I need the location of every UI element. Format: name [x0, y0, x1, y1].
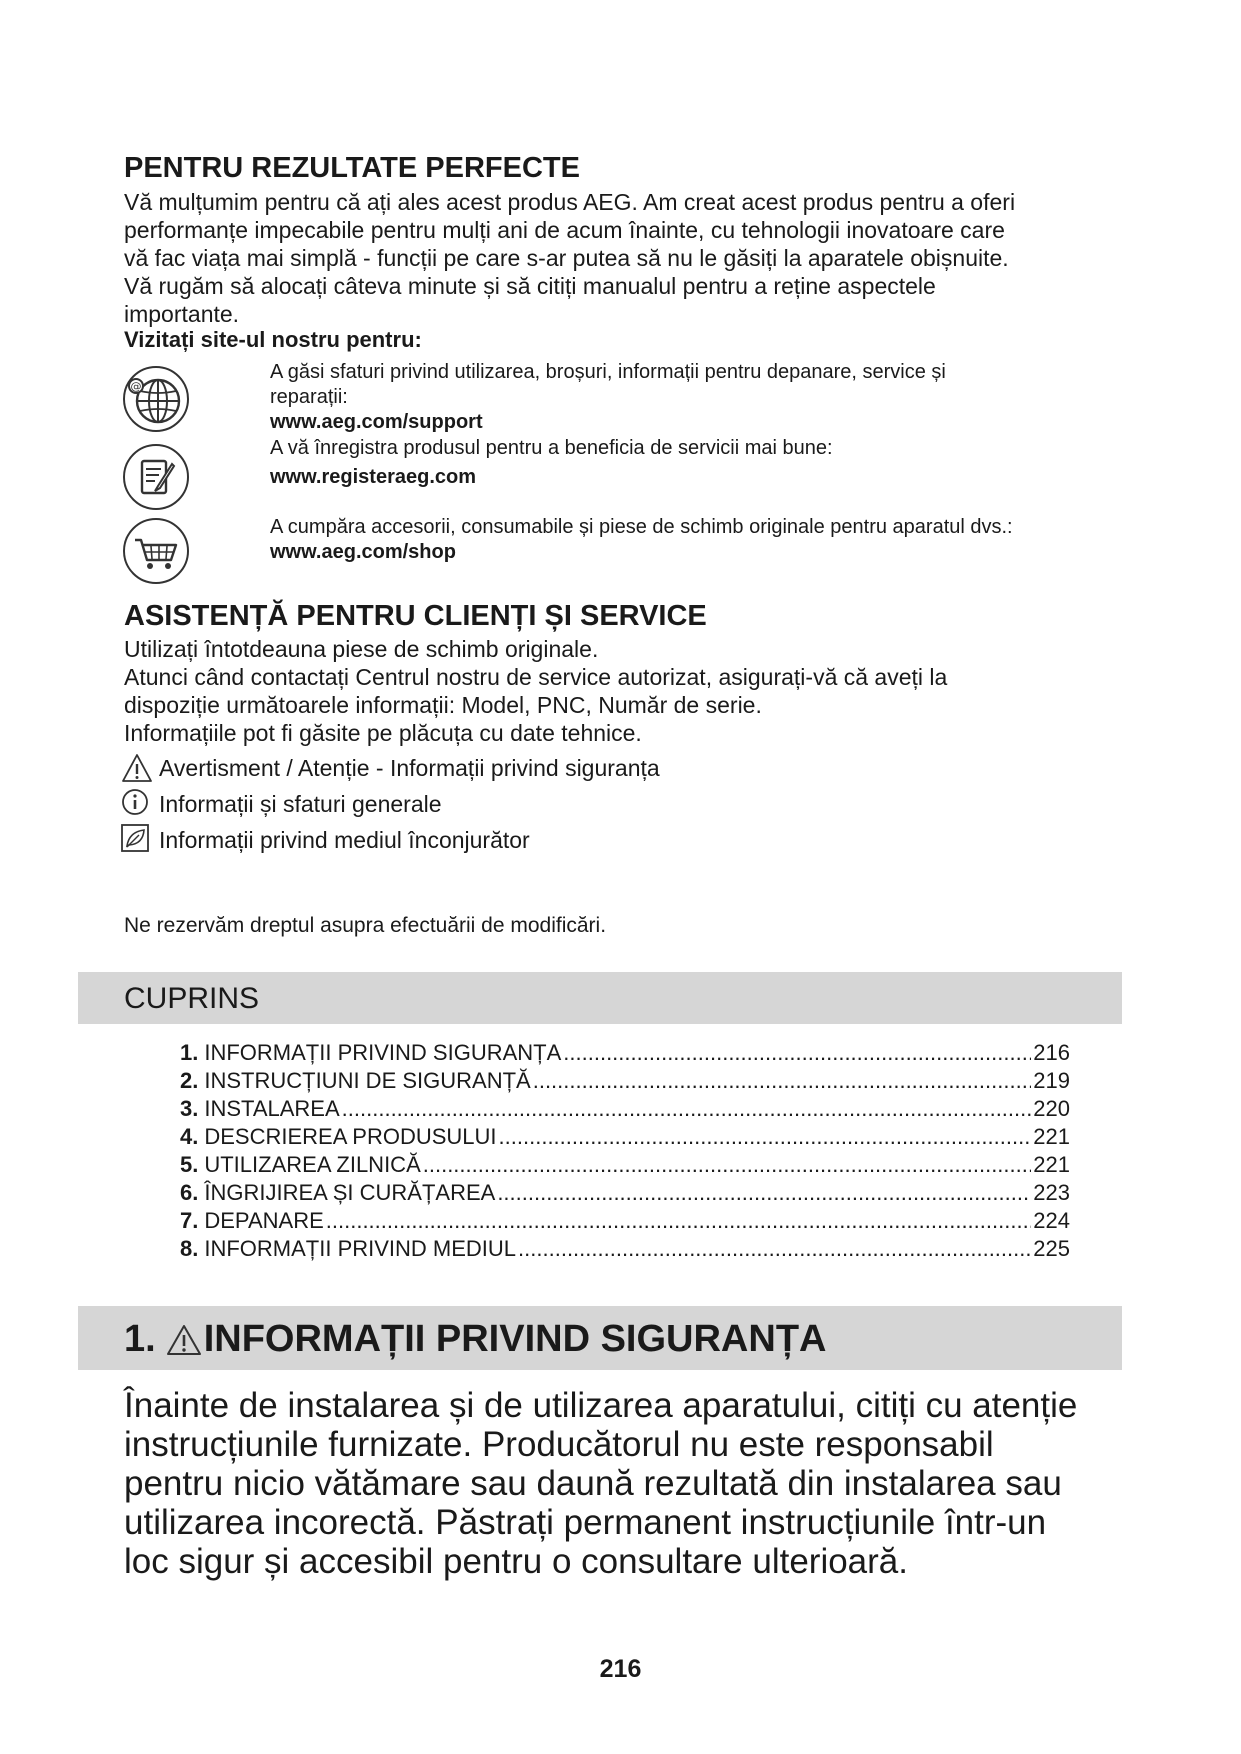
toc-item[interactable] — [180, 1096, 1070, 1124]
toc-item[interactable] — [180, 1124, 1070, 1152]
toc-leader-dots — [326, 1208, 1032, 1234]
service-line: Atunci când contactați Centrul nostru de service autorizat, asigurați-vă că aveți la — [124, 664, 948, 690]
svg-text:@: @ — [130, 380, 142, 393]
legend-info — [121, 788, 442, 820]
toc-header-band — [78, 972, 1122, 1024]
toc-item[interactable] — [180, 1068, 1070, 1096]
service-line: dispoziție următoarele informații: Model, PNC, Număr de serie. — [124, 692, 762, 718]
site-register-text — [270, 436, 833, 490]
service-paragraph — [124, 635, 1124, 747]
safety-header-band — [78, 1306, 1122, 1370]
toc-item-label: INFORMAȚII PRIVIND SIGURANȚA — [204, 1040, 562, 1065]
site-description: A cumpăra accesorii, consumabile și piese de schimb originale pentru aparatul dvs.: — [270, 516, 1013, 538]
toc-item-number: 5. — [180, 1152, 199, 1177]
toc-item-number: 6. — [180, 1180, 199, 1205]
site-shop-text — [270, 515, 1013, 565]
toc-item-page: 223 — [1033, 1180, 1070, 1205]
toc-leader-dots — [563, 1040, 1031, 1066]
toc-item-number: 3. — [180, 1096, 199, 1121]
toc-item-number: 2. — [180, 1068, 199, 1093]
site-description: A găsi sfaturi privind utilizarea, broșuri, informații pentru depanare, service și — [270, 361, 946, 383]
toc-item-page: 225 — [1033, 1236, 1070, 1261]
toc-leader-dots — [499, 1124, 1032, 1150]
service-heading: ASISTENȚĂ PENTRU CLIENȚI ȘI SERVICE — [124, 600, 707, 632]
legend-warning — [121, 752, 660, 784]
intro-heading: PENTRU REZULTATE PERFECTE — [124, 152, 580, 184]
toc-item-label: DEPANARE — [204, 1208, 324, 1233]
warning-icon — [166, 1323, 202, 1357]
table-of-contents — [180, 1040, 1070, 1264]
safety-line: utilizarea incorectă. Păstrați permanent instrucțiunile într-un — [124, 1503, 1047, 1542]
safety-line: Înainte de instalarea și de utilizarea aparatului, citiți cu atenție — [124, 1386, 1078, 1425]
intro-paragraph — [124, 188, 1124, 328]
toc-item[interactable] — [180, 1152, 1070, 1180]
toc-item-label: UTILIZAREA ZILNICĂ — [204, 1152, 421, 1177]
toc-leader-dots — [497, 1180, 1031, 1206]
toc-leader-dots — [342, 1096, 1032, 1122]
shopping-cart-icon — [121, 516, 191, 586]
intro-line: Vă rugăm să alocați câteva minute și să citiți manualul pentru a reține aspectele — [124, 273, 936, 299]
safety-section-number: 1. — [124, 1318, 156, 1360]
safety-paragraph — [124, 1386, 1134, 1581]
toc-leader-dots — [533, 1068, 1032, 1094]
toc-title: CUPRINS — [124, 982, 260, 1015]
toc-item-number: 4. — [180, 1124, 199, 1149]
safety-heading — [124, 1318, 826, 1361]
shop-link[interactable]: www.aeg.com/shop — [270, 541, 456, 563]
toc-item-number: 7. — [180, 1208, 199, 1233]
service-line: Utilizați întotdeauna piese de schimb originale. — [124, 636, 599, 662]
safety-line: pentru nicio vătămare sau daună rezultată din instalarea sau — [124, 1464, 1062, 1503]
globe-icon — [121, 364, 191, 434]
toc-item-label: INSTALAREA — [204, 1096, 340, 1121]
toc-leader-dots — [423, 1152, 1032, 1178]
toc-item[interactable] — [180, 1040, 1070, 1068]
intro-line: importante. — [124, 301, 240, 327]
legend-warning-text: Avertisment / Atenție - Informații privind siguranța — [159, 754, 660, 781]
intro-line: Vă mulțumim pentru că ați ales acest produs AEG. Am creat acest produs pentru a oferi — [124, 189, 1016, 215]
toc-item-label: DESCRIEREA PRODUSULUI — [204, 1124, 497, 1149]
toc-item-number: 8. — [180, 1236, 199, 1261]
toc-item[interactable] — [180, 1236, 1070, 1264]
toc-item-page: 219 — [1033, 1068, 1070, 1093]
toc-leader-dots — [518, 1236, 1031, 1262]
safety-section-title: INFORMAȚII PRIVIND SIGURANȚA — [203, 1318, 827, 1360]
safety-line: instrucțiunile furnizate. Producătorul nu este responsabil — [124, 1425, 994, 1464]
page-number: 216 — [599, 1655, 642, 1683]
support-link[interactable]: www.aeg.com/support — [270, 411, 483, 433]
intro-line: vă fac viața mai simplă - funcții pe care s-ar putea să nu le găsiți la aparatele obișnuite. — [124, 245, 1009, 271]
toc-item-label: ÎNGRIJIREA ȘI CURĂȚAREA — [204, 1180, 496, 1205]
toc-item-page: 221 — [1033, 1152, 1070, 1177]
toc-item-page: 216 — [1033, 1040, 1070, 1065]
toc-item-page: 221 — [1033, 1124, 1070, 1149]
toc-item-number: 1. — [180, 1040, 199, 1065]
service-line: Informațiile pot fi găsite pe plăcuța cu date tehnice. — [124, 720, 642, 746]
legend-environment-text: Informații privind mediul înconjurător — [159, 826, 530, 853]
intro-line: performanțe impecabile pentru mulți ani de acum înainte, cu tehnologii inovatoare care — [124, 217, 1005, 243]
environment-leaf-icon — [121, 824, 153, 856]
toc-item[interactable] — [180, 1208, 1070, 1236]
site-support-text — [270, 360, 946, 435]
register-icon — [121, 442, 191, 512]
legend-environment — [121, 824, 530, 856]
warning-icon — [121, 752, 153, 784]
toc-item-page: 224 — [1033, 1208, 1070, 1233]
toc-item-page: 220 — [1033, 1096, 1070, 1121]
visit-label: Vizitați site-ul nostru pentru: — [124, 327, 422, 352]
site-description: reparații: — [270, 386, 348, 408]
toc-item-label: INSTRUCȚIUNI DE SIGURANȚĂ — [204, 1068, 531, 1093]
toc-item[interactable] — [180, 1180, 1070, 1208]
legend-info-text: Informații și sfaturi generale — [159, 790, 442, 817]
info-icon — [121, 788, 153, 820]
safety-line: loc sigur și accesibil pentru o consultare ulterioară. — [124, 1542, 908, 1581]
register-link[interactable]: www.registeraeg.com — [270, 466, 476, 488]
toc-item-label: INFORMAȚII PRIVIND MEDIUL — [204, 1236, 517, 1261]
rights-notice: Ne rezervăm dreptul asupra efectuării de modificări. — [124, 914, 607, 937]
site-description: A vă înregistra produsul pentru a beneficia de servicii mai bune: — [270, 437, 833, 459]
